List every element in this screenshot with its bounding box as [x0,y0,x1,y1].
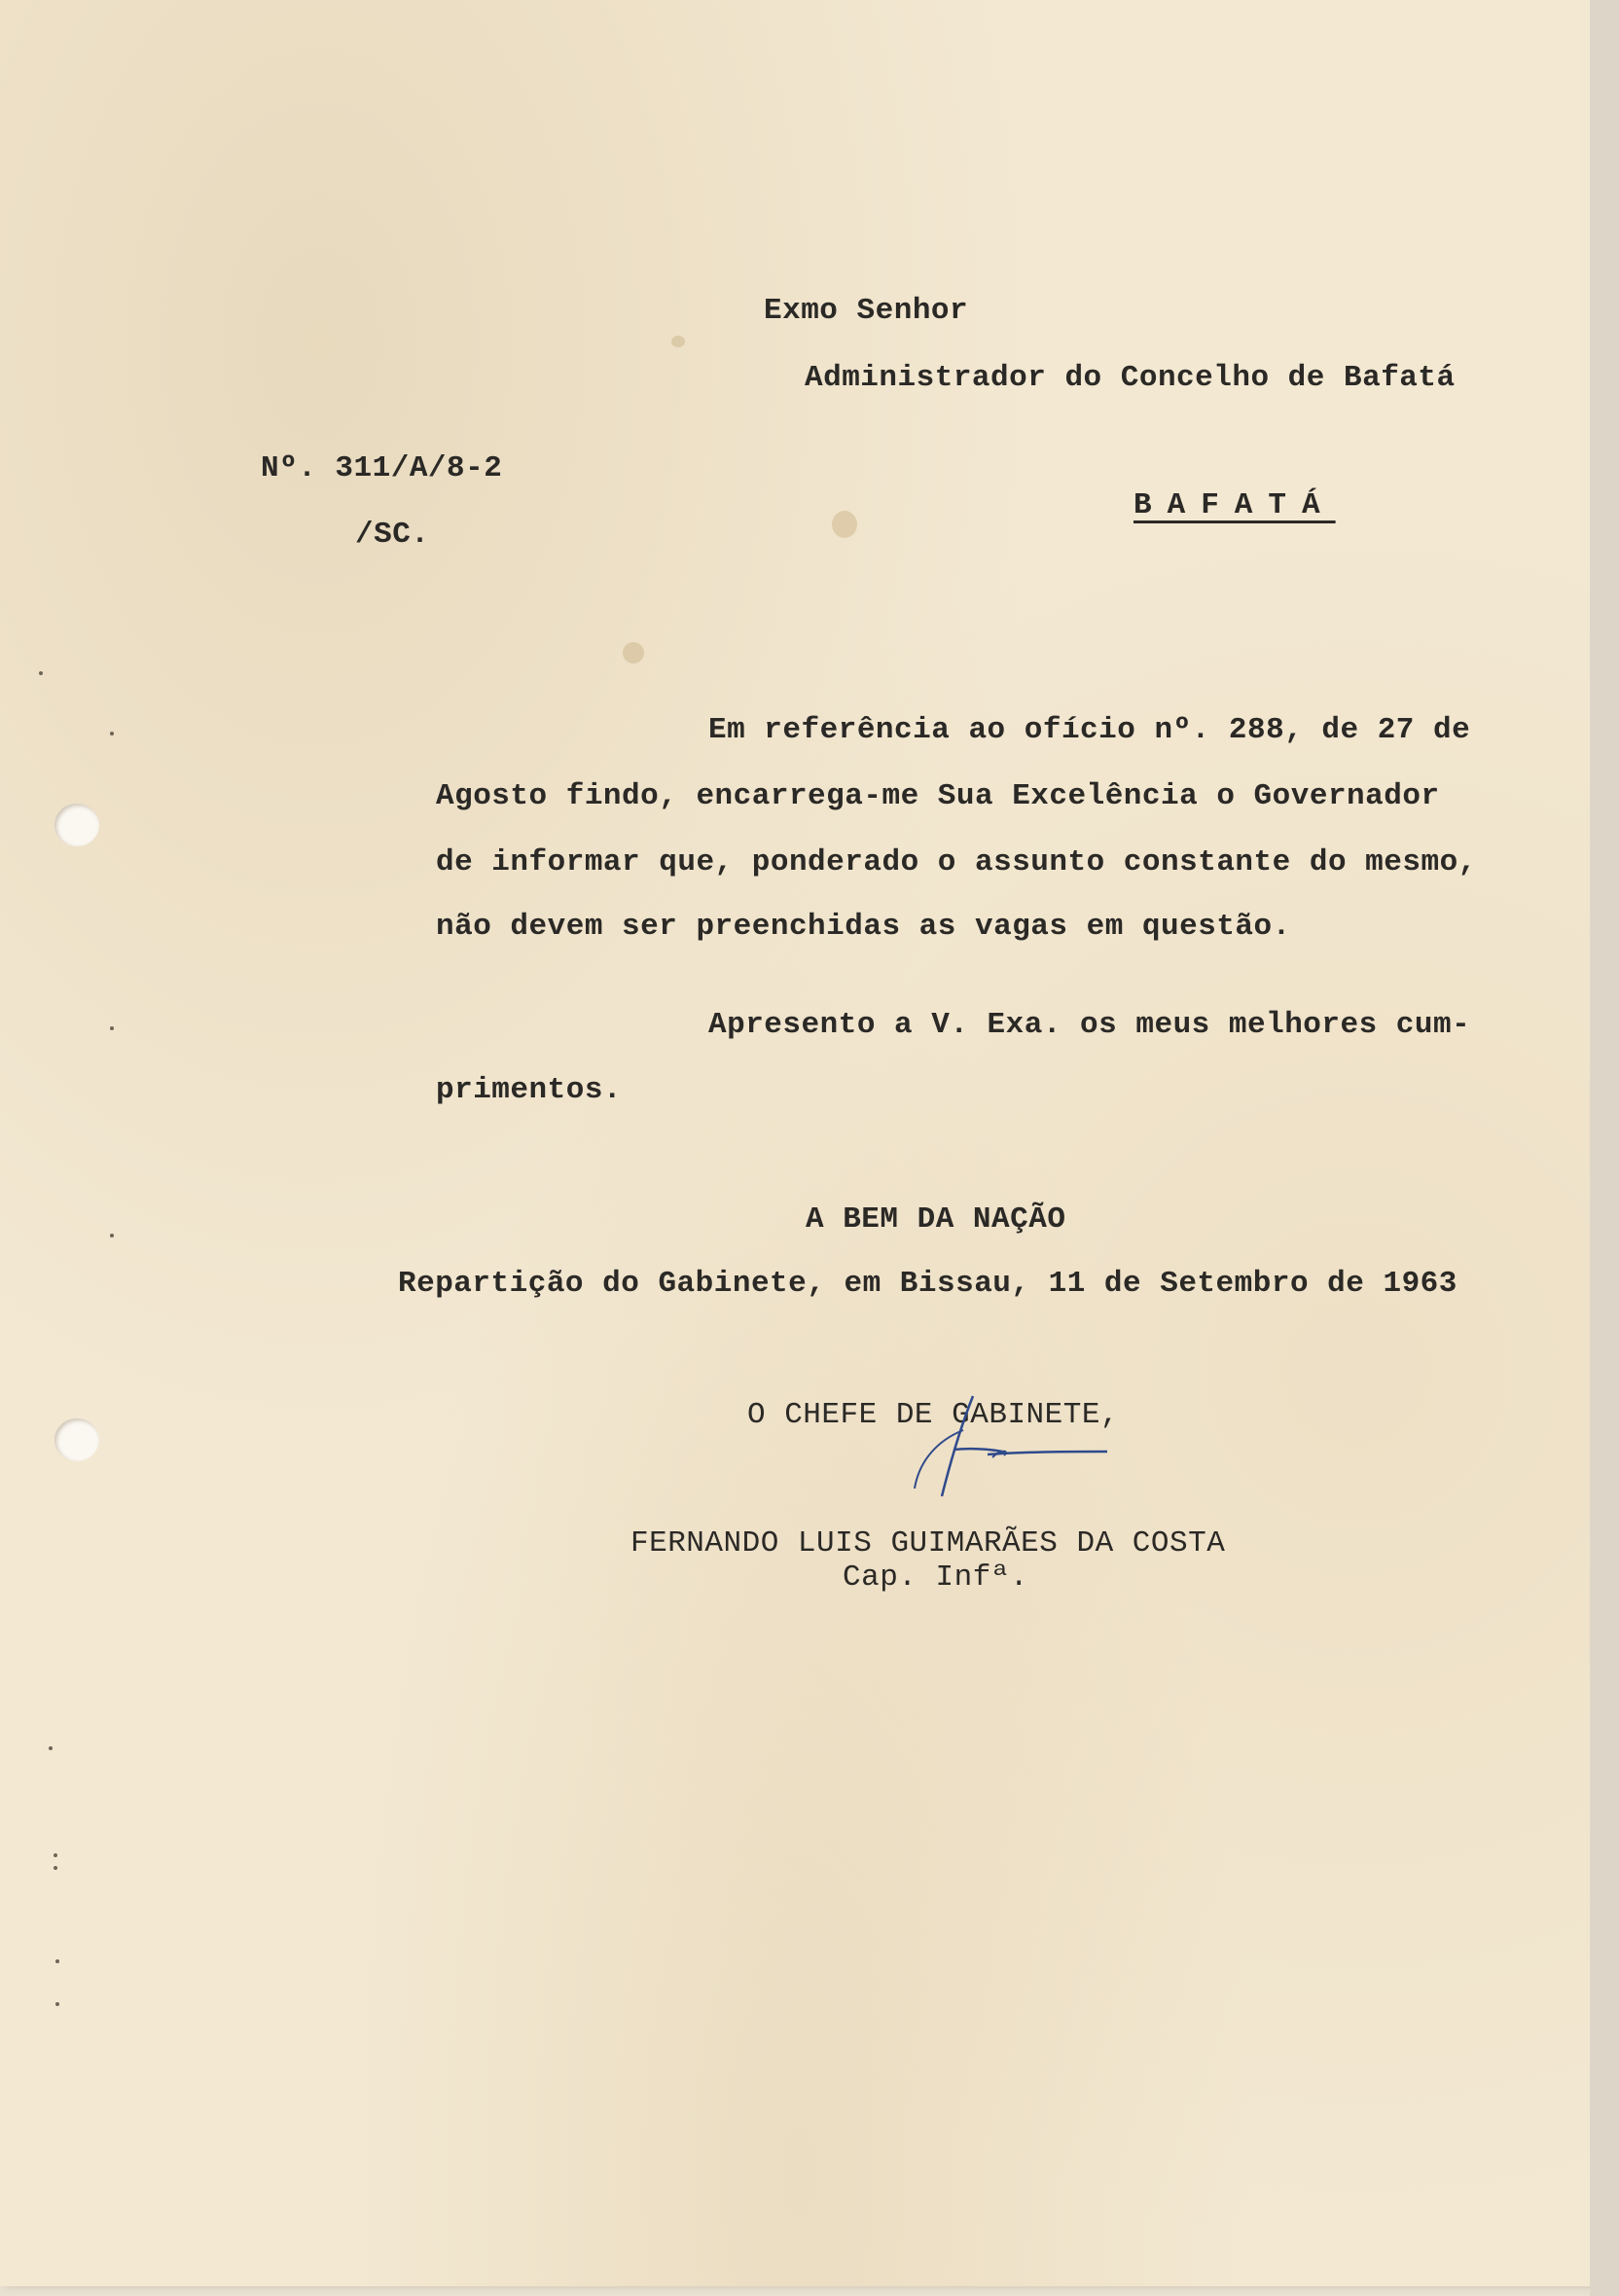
recipient-line: Administrador do Concelho de Bafatá [805,361,1456,395]
reference-number: Nº. 311/A/8-2 [261,451,503,485]
paper-stain [832,511,857,538]
body-line: Agosto findo, encarrega-me Sua Excelência o Governador [436,779,1440,813]
paper-speck [110,732,114,735]
paper-speck [110,1234,114,1238]
reference-suffix: /SC. [355,518,430,552]
body-line: não devem ser preenchidas as vagas em questão. [436,910,1291,944]
signatory-rank: Cap. Infª. [843,1561,1029,1595]
paper-stain [623,642,644,664]
signatory-title: O CHEFE DE GABINETE, [747,1398,1120,1432]
body-line: Apresento a V. Exa. os meus melhores cum- [708,1008,1471,1042]
recipient-city: BAFATÁ [1133,488,1336,522]
body-line: Em referência ao ofício nº. 288, de 27 de [708,713,1471,747]
paper-speck [54,1853,57,1857]
paper-speck [54,1866,57,1870]
paper-speck [55,2002,59,2006]
paper-stain [671,336,685,347]
body-line: primentos. [436,1073,623,1107]
page-edge [1590,0,1619,2296]
closing-motto: A BEM DA NAÇÃO [806,1202,1066,1237]
paper-speck [39,671,43,675]
punch-hole-bottom [54,1418,99,1461]
paper-speck [49,1746,53,1750]
punch-hole-top [54,804,99,846]
paper-speck [55,1959,59,1963]
paper-speck [110,1026,114,1030]
handwritten-signature [895,1381,1119,1527]
body-line: de informar que, ponderado o assunto constante do mesmo, [436,845,1477,879]
signatory-name: FERNANDO LUIS GUIMARÃES DA COSTA [630,1526,1226,1561]
place-date: Repartição do Gabinete, em Bissau, 11 de Setembro de 1963 [398,1267,1457,1301]
salutation: Exmo Senhor [764,294,969,328]
